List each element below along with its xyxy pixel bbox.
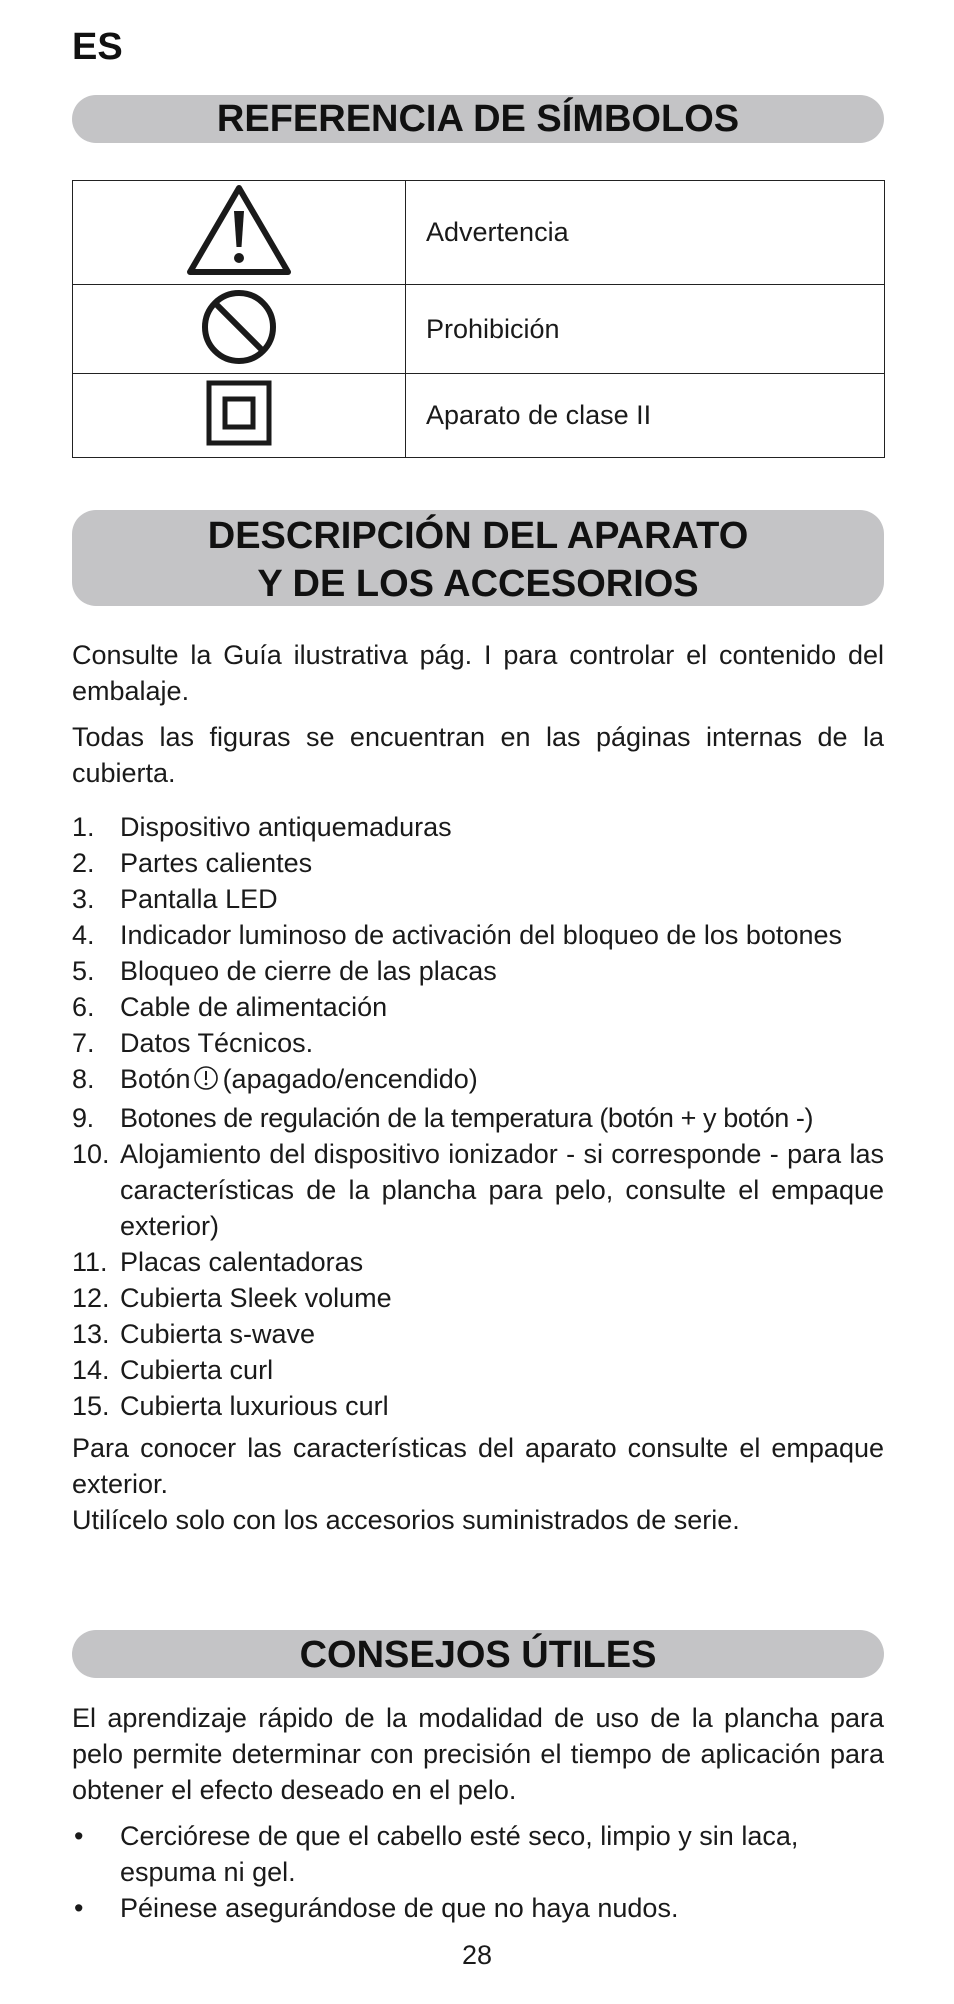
- list-item: [72, 1244, 884, 1280]
- list-item: [72, 1352, 884, 1388]
- list-item: [72, 1316, 884, 1352]
- item-text: (apagado/encendido): [222, 1064, 478, 1094]
- item-text: Indicador luminoso de activación del bloqueo de los botones: [120, 920, 842, 950]
- item-number: 10.: [72, 1139, 110, 1169]
- symbol-row: [73, 181, 885, 285]
- list-item: [72, 1100, 884, 1136]
- item-text: Partes calientes: [120, 848, 313, 878]
- item-number: 15.: [72, 1391, 110, 1421]
- item-text: Botón: [120, 1064, 191, 1094]
- section-title-line: Y DE LOS ACCESORIOS: [257, 563, 699, 605]
- list-item: [72, 1388, 884, 1424]
- list-item: [72, 1280, 884, 1316]
- section-title-description: [72, 510, 884, 606]
- symbol-label: Advertencia: [406, 181, 885, 285]
- parts-list: [72, 809, 884, 1424]
- item-text: Cubierta s-wave: [120, 1319, 316, 1349]
- item-text: Pantalla LED: [120, 884, 278, 914]
- paragraph: Todas las figuras se encuentran en las páginas internas de la cubierta.: [72, 722, 884, 788]
- symbol-row: [73, 374, 885, 458]
- section-title-tips: CONSEJOS ÚTILES: [72, 1630, 884, 1678]
- item-text: Datos Técnicos.: [120, 1028, 314, 1058]
- item-text: Cubierta luxurious curl: [120, 1391, 389, 1421]
- tips-list: [72, 1818, 884, 1926]
- item-number: 7.: [72, 1028, 95, 1058]
- tips-body: [72, 1700, 884, 1926]
- paragraph: El aprendizaje rápido de la modalidad de uso de la plancha para pelo permite determinar con precisión el tiempo de aplicación para obtener el efecto deseado en el pelo.: [72, 1703, 884, 1805]
- item-text: Botones de regulación de la temperatura (botón + y botón -): [120, 1103, 814, 1133]
- item-number: 2.: [72, 848, 95, 878]
- item-text: Dispositivo antiquemaduras: [120, 812, 452, 842]
- item-number: 6.: [72, 992, 95, 1022]
- section-title-line: DESCRIPCIÓN DEL APARATO: [207, 515, 749, 557]
- list-item: [72, 1025, 884, 1061]
- power-icon: [193, 1064, 219, 1100]
- prohibition-icon: [199, 287, 279, 367]
- item-number: 3.: [72, 884, 95, 914]
- symbol-cell: [73, 285, 406, 374]
- list-item: [72, 917, 884, 953]
- list-item: [72, 1818, 884, 1890]
- item-text: Bloqueo de cierre de las placas: [120, 956, 497, 986]
- section-title-symbols: REFERENCIA DE SÍMBOLOS: [72, 95, 884, 143]
- item-number: 4.: [72, 920, 95, 950]
- symbol-cell: [73, 181, 406, 285]
- symbols-table: [72, 180, 885, 458]
- item-text: Cubierta Sleek volume: [120, 1283, 392, 1313]
- list-item: [72, 1136, 884, 1244]
- warning-triangle-icon: [184, 181, 294, 279]
- item-number: 5.: [72, 956, 95, 986]
- paragraph: Para conocer las características del aparato consulte el empaque exterior.: [72, 1433, 884, 1499]
- item-text: Péinese asegurándose de que no haya nudos.: [120, 1893, 679, 1923]
- item-number: 8.: [72, 1064, 95, 1094]
- symbol-label: Prohibición: [406, 285, 885, 374]
- list-item: [72, 953, 884, 989]
- item-text: Cable de alimentación: [120, 992, 388, 1022]
- class-ii-double-square-icon: [205, 379, 273, 447]
- list-item: [72, 1061, 884, 1100]
- language-tag: ES: [72, 26, 123, 68]
- item-number: 12.: [72, 1283, 110, 1313]
- list-item: [72, 809, 884, 845]
- list-item: [72, 1890, 884, 1926]
- item-text: Cerciórese de que el cabello esté seco, limpio y sin laca, espuma ni gel.: [120, 1821, 799, 1887]
- item-number: 11.: [72, 1247, 108, 1277]
- item-number: 13.: [72, 1319, 110, 1349]
- item-text: Cubierta curl: [120, 1355, 274, 1385]
- description-body: [72, 637, 884, 1548]
- symbol-label: Aparato de clase II: [406, 374, 885, 458]
- item-number: 1.: [72, 812, 95, 842]
- item-text: Alojamiento del dispositivo ionizador - si corresponde - para las características de la plancha para pelo, consulte el empaque exterior): [120, 1139, 884, 1241]
- item-number: 9.: [72, 1103, 94, 1133]
- list-item: [72, 989, 884, 1025]
- symbol-cell: [73, 374, 406, 458]
- symbol-row: [73, 285, 885, 374]
- item-number: 14.: [72, 1355, 110, 1385]
- item-text: Placas calentadoras: [120, 1247, 364, 1277]
- bullet: •: [74, 1821, 84, 1851]
- page-number: 28: [461, 1940, 493, 1970]
- list-item: [72, 881, 884, 917]
- bullet: •: [74, 1893, 84, 1923]
- list-item: [72, 845, 884, 881]
- paragraph: Consulte la Guía ilustrativa pág. I para controlar el contenido del embalaje.: [72, 640, 884, 706]
- paragraph: Utilícelo solo con los accesorios suministrados de serie.: [72, 1505, 740, 1535]
